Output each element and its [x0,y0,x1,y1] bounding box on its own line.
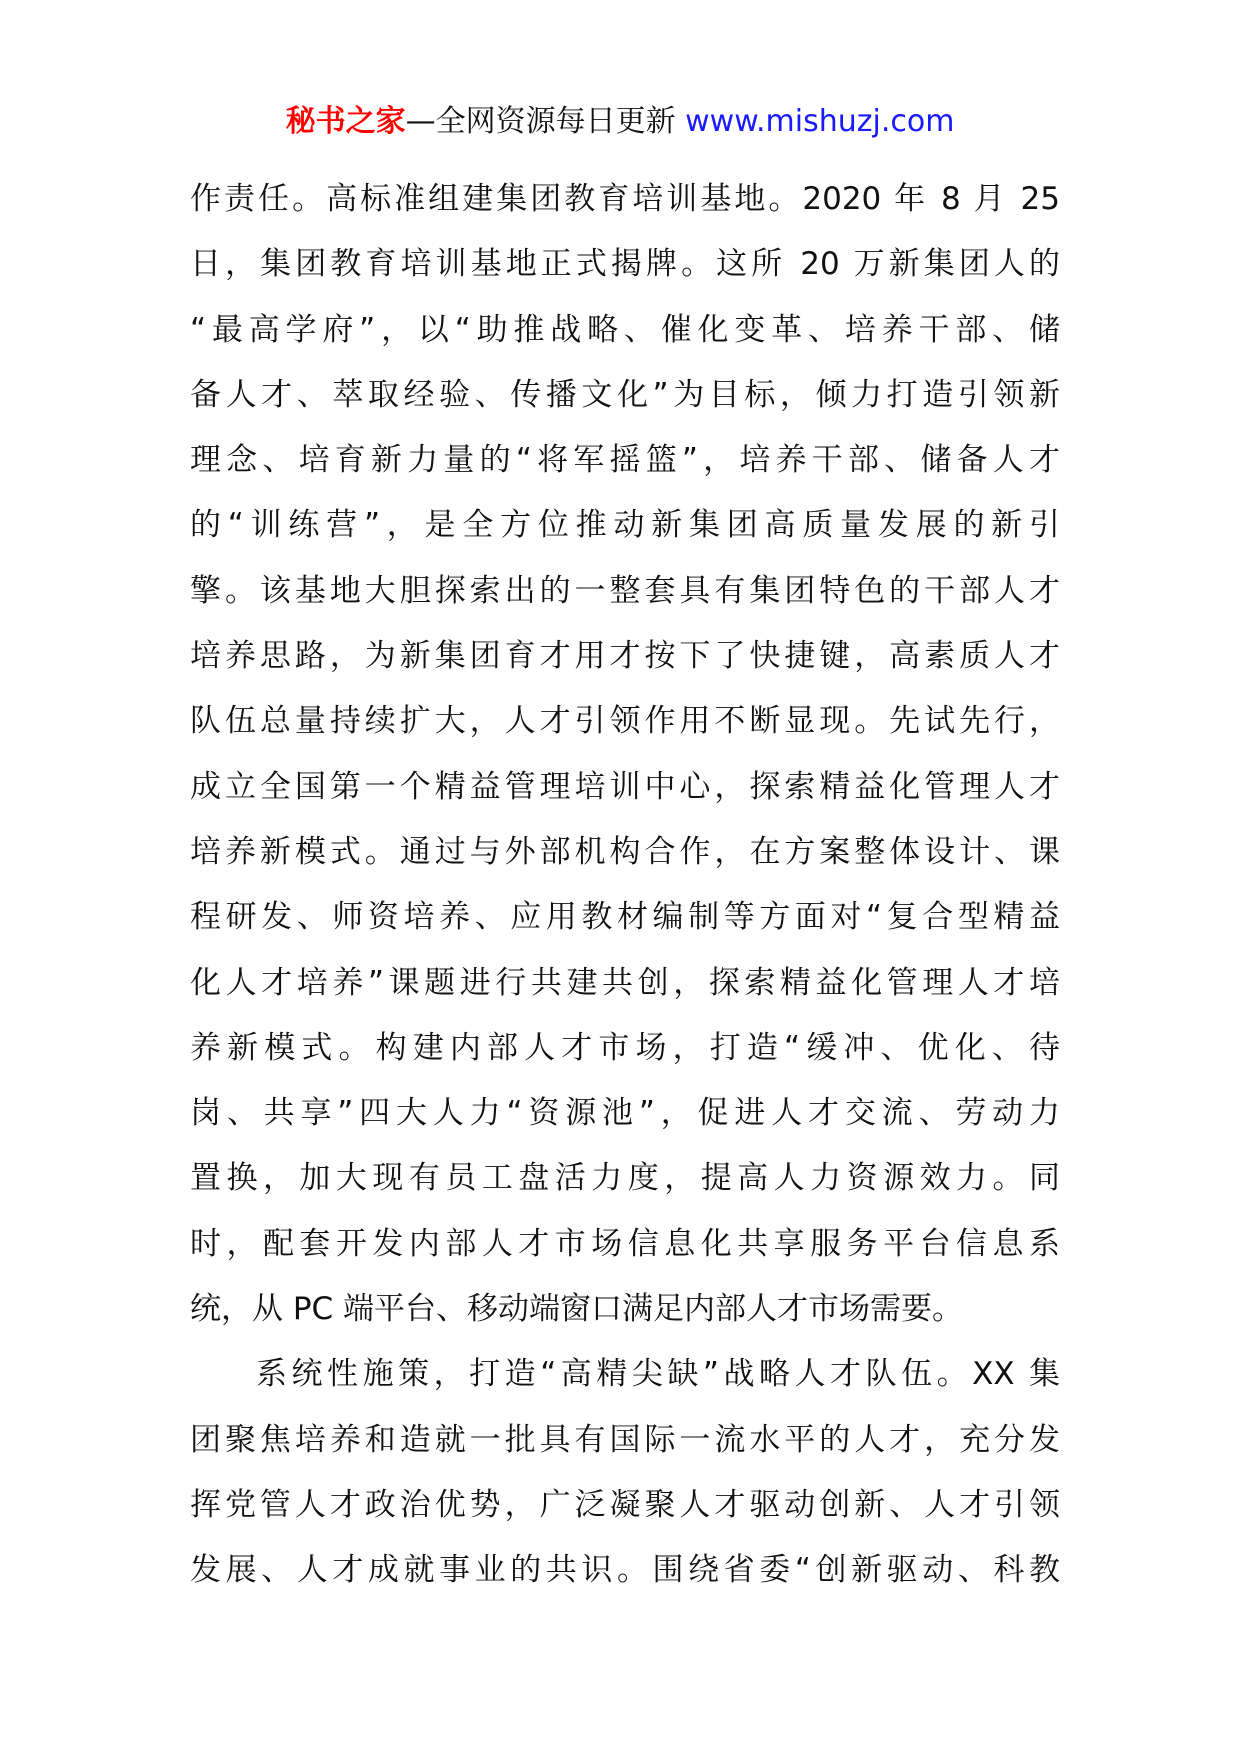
text-line: 团聚焦培养和造就一批具有国际一流水平的人才，充分发 [190,1421,1060,1458]
text-line: 岗、共享”四大人力“资源池”，促进人才交流、劳动力 [190,1095,1060,1132]
text-line: 成立全国第一个精益管理培训中心，探索精益化管理人才 [190,768,1060,805]
site-url-link[interactable]: www.mishuzj.com [685,104,955,139]
paragraph-1 [190,167,1060,1342]
text-line: 程研发、师资培养、应用教材编制等方面对“复合型精益 [190,899,1060,936]
text-line: 挥党管人才政治优势，广泛凝聚人才驱动创新、人才引领 [190,1486,1060,1523]
text-line: 时，配套开发内部人才市场信息化共享服务平台信息系 [190,1225,1060,1262]
text-line: 发展、人才成就事业的共识。围绕省委“创新驱动、科教 [190,1552,1060,1589]
text-line: 作责任。高标准组建集团教育培训基地。2020 年 8 月 25 [190,181,1060,217]
text-line: “最高学府”，以“助推战略、催化变革、培养干部、储 [190,311,1060,348]
text-line: 培养思路，为新集团育才用才按下了快捷键，高素质人才 [190,638,1060,675]
text-line: 备人才、萃取经验、传播文化”为目标，倾力打造引领新 [190,376,1060,413]
text-line: 培养新模式。通过与外部机构合作，在方案整体设计、课 [190,833,1060,870]
watermark-header [0,100,1240,144]
header-tagline: —全网资源每日更新 [405,104,686,139]
text-line: 系统性施策，打造“高精尖缺”战略人才队伍。XX 集 [256,1356,1060,1393]
text-line: 化人才培养”课题进行共建共创，探索精益化管理人才培 [190,964,1060,1001]
text-line: 理念、培育新力量的“将军摇篮”，培养干部、储备人才 [190,442,1060,479]
document-body [190,167,1060,1604]
paragraph-2 [190,1342,1060,1603]
text-line: 日，集团教育培训基地正式揭牌。这所 20 万新集团人的 [190,246,1060,283]
brand-name: 秘书之家 [285,104,406,139]
text-line: 置换，加大现有员工盘活力度，提高人力资源效力。同 [190,1160,1060,1197]
text-line: 的“训练营”，是全方位推动新集团高质量发展的新引 [190,507,1060,544]
text-line: 养新模式。构建内部人才市场，打造“缓冲、优化、待 [190,1029,1060,1066]
text-line: 擎。该基地大胆探索出的一整套具有集团特色的干部人才 [190,572,1060,609]
text-line: 队伍总量持续扩大，人才引领作用不断显现。先试先行， [190,703,1060,740]
text-line: 统，从 PC 端平台、移动端窗口满足内部人才市场需要。 [190,1291,964,1328]
